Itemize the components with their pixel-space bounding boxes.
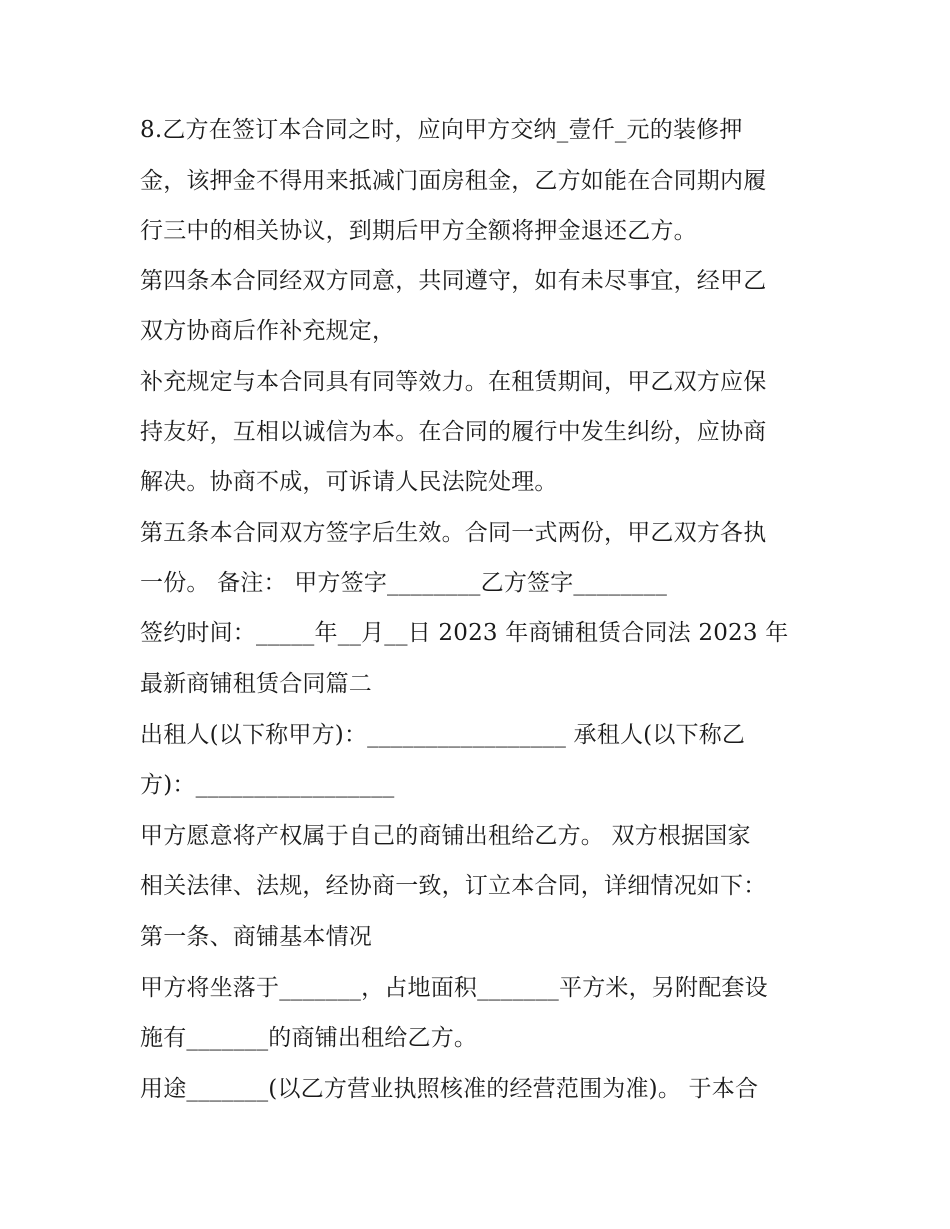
text-line-9: 第五条本合同双方签字后生效。合同一式两份，甲乙双方各执 (140, 520, 767, 546)
text-line-6: 补充规定与本合同具有同等效力。在租赁期间，甲乙双方应保 (140, 369, 767, 395)
text-line-15: 甲方愿意将产权属于自己的商铺出租给乙方。 双方根据国家 (140, 823, 751, 849)
text-line-3: 行三中的相关协议，到期后甲方全额将押金退还乙方。 (140, 218, 697, 244)
text-line-1: 8.乙方在签订本合同之时，应向甲方交纳_壹仟_元的装修押 (140, 117, 743, 143)
text-line-12: 最新商铺租赁合同篇二 (140, 671, 372, 697)
text-line-8: 解决。协商不成，可诉请人民法院处理。 (140, 469, 558, 495)
text-line-10: 一份。 备注： 甲方签字________乙方签字________ (140, 570, 668, 596)
text-line-11: 签约时间：_____年__月__日 2023 年商铺租赁合同法 2023 年 (140, 620, 789, 646)
text-line-17: 第一条、商铺基本情况 (140, 924, 372, 950)
text-line-14: 方)：_________________ (140, 772, 395, 798)
text-line-2: 金，该押金不得用来抵减门面房租金，乙方如能在合同期内履 (140, 168, 767, 194)
text-line-20: 用途_______(以乙方营业执照核准的经营范围为准)。 于本合 (140, 1076, 759, 1102)
text-line-13: 出租人(以下称甲方)：_________________ 承租人(以下称乙 (140, 722, 746, 748)
text-line-16: 相关法律、法规，经协商一致，订立本合同，详细情况如下： (140, 873, 767, 899)
text-line-19: 施有_______的商铺出租给乙方。 (140, 1025, 478, 1051)
text-line-18: 甲方将坐落于_______，占地面积_______平方米，另附配套设 (140, 975, 768, 1001)
text-line-4: 第四条本合同经双方同意，共同遵守，如有未尽事宜，经甲乙 (140, 268, 767, 294)
text-line-5: 双方协商后作补充规定， (140, 318, 396, 344)
text-line-7: 持友好，互相以诚信为本。在合同的履行中发生纠纷，应协商 (140, 419, 767, 445)
